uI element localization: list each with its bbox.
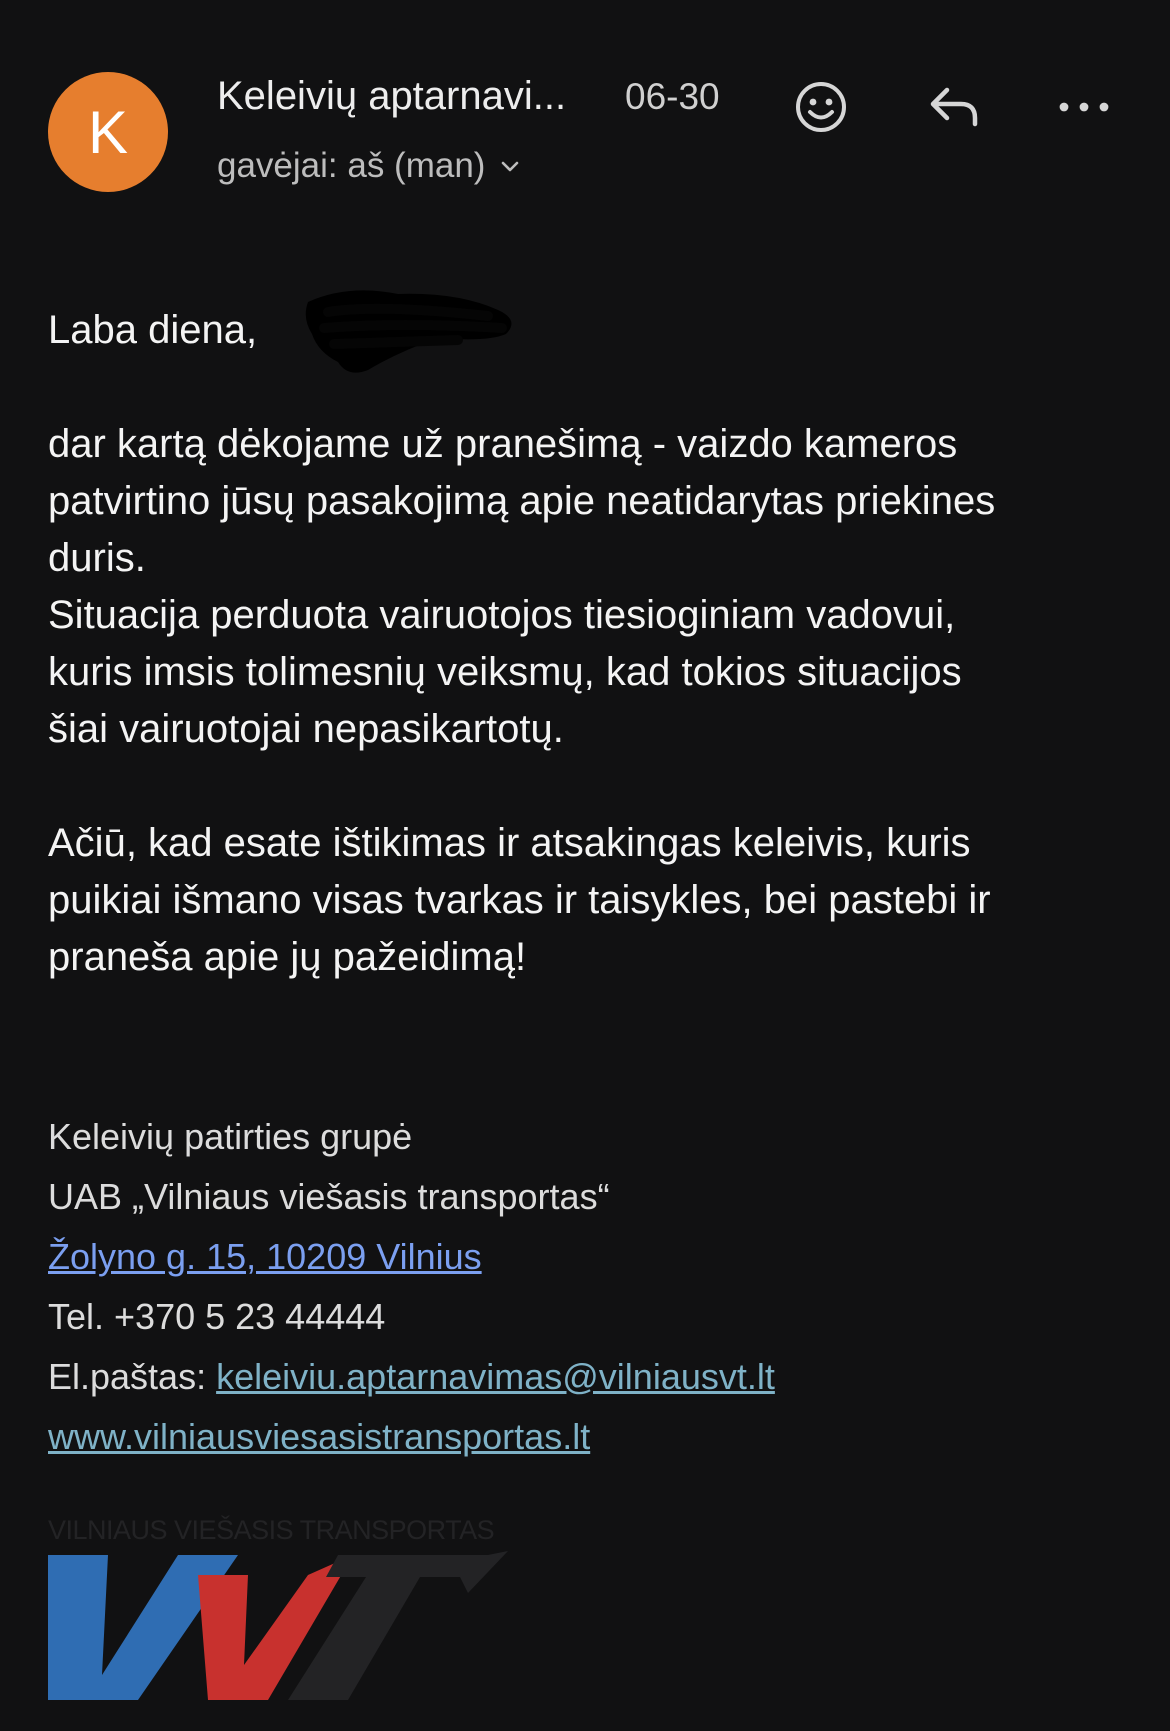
website-link[interactable]: www.vilniausviesasistransportas.lt xyxy=(48,1416,591,1457)
signature-company: UAB „Vilniaus viešasis transportas“ xyxy=(48,1176,610,1217)
emoji-icon xyxy=(793,79,849,135)
recipients-toggle[interactable] xyxy=(217,146,521,186)
signature-email-line xyxy=(48,1347,775,1407)
email-body xyxy=(48,302,1128,986)
vvt-logo xyxy=(48,1515,508,1705)
paragraph-2-line-2: kuris imsis tolimesnių veiksmų, kad tokios situacijos xyxy=(48,650,962,694)
recipients-label: gavėjai: aš (man) xyxy=(217,146,486,185)
paragraph-1-line-1: dar kartą dėkojame už pranešimą - vaizdo kameros xyxy=(48,422,958,466)
paragraph-2-line-1: Situacija perduota vairuotojos tiesioginiam vadovui, xyxy=(48,593,956,637)
paragraph-2-line-3: šiai vairuotojai nepasikartotų. xyxy=(48,707,564,751)
paragraph-3-line-2: puikiai išmano visas tvarkas ir taisykles, bei pastebi ir xyxy=(48,878,991,922)
paragraph-3-line-1: Ačiū, kad esate ištikimas ir atsakingas keleivis, kuris xyxy=(48,821,971,865)
address-link[interactable]: Žolyno g. 15, 10209 Vilnius xyxy=(48,1236,482,1277)
greeting xyxy=(48,302,1128,359)
vvt-logo-mark xyxy=(48,1515,508,1705)
sender-avatar[interactable] xyxy=(48,72,168,192)
logo-caption: VILNIAUS VIEŠASIS TRANSPORTAS xyxy=(48,1515,495,1545)
sender-name[interactable]: Keleivių aptarnavi... xyxy=(217,74,567,118)
reply-icon xyxy=(925,78,983,136)
greeting-text: Laba diena, xyxy=(48,308,258,352)
email-link[interactable]: keleiviu.aptarnavimas@vilniausvt.lt xyxy=(216,1356,775,1397)
signature xyxy=(48,1107,775,1467)
avatar-letter: K xyxy=(87,98,129,166)
chevron-down-icon xyxy=(499,155,521,177)
more-options-button[interactable] xyxy=(1055,78,1113,136)
add-reaction-button[interactable] xyxy=(792,78,850,136)
reply-button[interactable] xyxy=(925,78,983,136)
paragraph-3-line-3: praneša apie jų pažeidimą! xyxy=(48,935,527,979)
redaction-scribble xyxy=(288,282,528,382)
email-label: El.paštas: xyxy=(48,1356,217,1397)
paragraph-1-line-2: patvirtino jūsų pasakojimą apie neatidarytas priekines xyxy=(48,479,996,523)
more-icon xyxy=(1056,97,1112,117)
signature-group: Keleivių patirties grupė xyxy=(48,1116,413,1157)
paragraph-1-line-3: duris. xyxy=(48,536,146,580)
email-date: 06-30 xyxy=(625,76,720,117)
signature-phone: Tel. +370 5 23 44444 xyxy=(48,1296,386,1337)
email-header xyxy=(0,0,1170,220)
